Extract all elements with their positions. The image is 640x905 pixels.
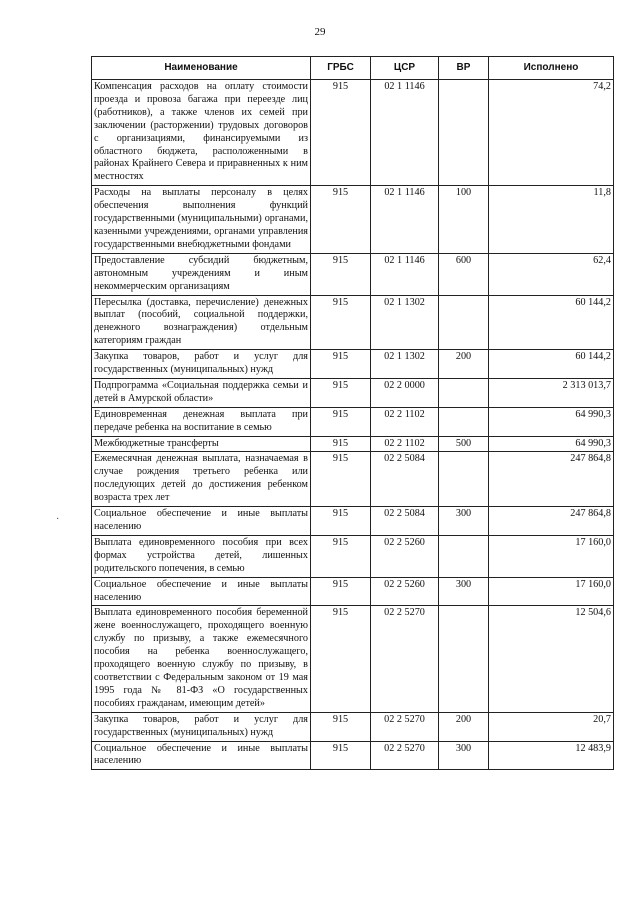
table-row	[92, 606, 614, 712]
cell-csr: 02 2 0000	[371, 378, 439, 407]
table-row	[92, 407, 614, 436]
table-row	[92, 253, 614, 295]
table-row	[92, 712, 614, 741]
cell-vr: 300	[439, 741, 489, 770]
cell-vr: 200	[439, 350, 489, 379]
cell-vr	[439, 80, 489, 186]
cell-name: Выплата единовременного пособия беременной жене военнослужащего, проходящего военную службу по призыву, а также ежемесячного пособия на ребенка военнослужащего, проходящего военную службу по призыву, в соответствии с Федеральным законом от 19 мая 1995 года № 81-ФЗ «О государственных пособиях гражданам, имеющим детей»	[92, 606, 311, 712]
cell-grbs: 915	[311, 186, 371, 254]
cell-csr: 02 1 1302	[371, 350, 439, 379]
header-vr: ВР	[439, 57, 489, 80]
table-row	[92, 378, 614, 407]
cell-amount: 247 864,8	[489, 507, 614, 536]
header-amount: Исполнено	[489, 57, 614, 80]
cell-csr: 02 2 1102	[371, 436, 439, 452]
cell-grbs: 915	[311, 407, 371, 436]
cell-csr: 02 2 5270	[371, 712, 439, 741]
cell-vr: 200	[439, 712, 489, 741]
table-row	[92, 507, 614, 536]
cell-csr: 02 2 5084	[371, 507, 439, 536]
cell-amount: 64 990,3	[489, 407, 614, 436]
cell-vr: 500	[439, 436, 489, 452]
table-row	[92, 535, 614, 577]
cell-vr: 600	[439, 253, 489, 295]
cell-csr: 02 2 5270	[371, 741, 439, 770]
cell-amount: 62,4	[489, 253, 614, 295]
table-row	[92, 80, 614, 186]
cell-name: Социальное обеспечение и иные выплаты населению	[92, 577, 311, 606]
cell-name: Социальное обеспечение и иные выплаты населению	[92, 741, 311, 770]
cell-grbs: 915	[311, 507, 371, 536]
cell-vr: 300	[439, 577, 489, 606]
table-row	[92, 741, 614, 770]
cell-csr: 02 2 5270	[371, 606, 439, 712]
cell-name: Расходы на выплаты персоналу в целях обеспечения выполнения функций государственными (муниципальными) органами, казенными учреждениями, органами управления государственными внебюджетными фондами	[92, 186, 311, 254]
cell-amount: 17 160,0	[489, 535, 614, 577]
cell-csr: 02 2 5260	[371, 535, 439, 577]
budget-table	[91, 56, 614, 770]
cell-grbs: 915	[311, 452, 371, 507]
table-row	[92, 436, 614, 452]
cell-csr: 02 1 1146	[371, 253, 439, 295]
header-grbs: ГРБС	[311, 57, 371, 80]
cell-amount: 247 864,8	[489, 452, 614, 507]
cell-name: Социальное обеспечение и иные выплаты населению	[92, 507, 311, 536]
cell-csr: 02 2 1102	[371, 407, 439, 436]
table-header-row	[92, 57, 614, 80]
cell-amount: 20,7	[489, 712, 614, 741]
cell-vr	[439, 606, 489, 712]
cell-amount: 12 504,6	[489, 606, 614, 712]
cell-amount: 12 483,9	[489, 741, 614, 770]
cell-vr	[439, 295, 489, 350]
cell-grbs: 915	[311, 350, 371, 379]
cell-name: Предоставление субсидий бюджетным, автономным учреждениям и иным некоммерческим организациям	[92, 253, 311, 295]
cell-grbs: 915	[311, 577, 371, 606]
table-row	[92, 577, 614, 606]
cell-name: Закупка товаров, работ и услуг для государственных (муниципальных) нужд	[92, 350, 311, 379]
page-number: 29	[314, 26, 326, 38]
header-csr: ЦСР	[371, 57, 439, 80]
cell-amount: 11,8	[489, 186, 614, 254]
cell-amount: 2 313 013,7	[489, 378, 614, 407]
cell-grbs: 915	[311, 253, 371, 295]
cell-grbs: 915	[311, 741, 371, 770]
cell-amount: 60 144,2	[489, 295, 614, 350]
cell-grbs: 915	[311, 80, 371, 186]
cell-grbs: 915	[311, 436, 371, 452]
cell-name: Ежемесячная денежная выплата, назначаемая в случае рождения третьего ребенка или последующих детей до достижения ребенком возраста трех лет	[92, 452, 311, 507]
cell-name: Компенсация расходов на оплату стоимости проезда и провоза багажа при переезде лиц (работников), а также членов их семей при заключении (расторжении) трудовых договоров с организациями, финансируемыми из областного бюджета, расположенными в районах Крайнего Севера и приравненных к ним местностях	[92, 80, 311, 186]
cell-grbs: 915	[311, 378, 371, 407]
cell-name: Выплата единовременного пособия при всех формах устройства детей, лишенных родительского попечения, в семью	[92, 535, 311, 577]
cell-vr: 100	[439, 186, 489, 254]
cell-name: Пересылка (доставка, перечисление) денежных выплат (пособий, социальной поддержки, денежного вознаграждения) отдельным категориям граждан	[92, 295, 311, 350]
cell-grbs: 915	[311, 606, 371, 712]
table-row	[92, 452, 614, 507]
cell-csr: 02 1 1146	[371, 186, 439, 254]
cell-csr: 02 2 5084	[371, 452, 439, 507]
cell-amount: 17 160,0	[489, 577, 614, 606]
cell-grbs: 915	[311, 712, 371, 741]
cell-grbs: 915	[311, 535, 371, 577]
cell-csr: 02 1 1302	[371, 295, 439, 350]
margin-dot: ·	[56, 514, 60, 525]
table-row	[92, 350, 614, 379]
cell-vr	[439, 378, 489, 407]
cell-vr	[439, 452, 489, 507]
header-name: Наименование	[92, 57, 311, 80]
cell-name: Межбюджетные трансферты	[92, 436, 311, 452]
table-row	[92, 295, 614, 350]
cell-csr: 02 2 5260	[371, 577, 439, 606]
cell-amount: 64 990,3	[489, 436, 614, 452]
cell-amount: 60 144,2	[489, 350, 614, 379]
cell-vr: 300	[439, 507, 489, 536]
cell-vr	[439, 535, 489, 577]
cell-name: Единовременная денежная выплата при передаче ребенка на воспитание в семью	[92, 407, 311, 436]
cell-amount: 74,2	[489, 80, 614, 186]
cell-grbs: 915	[311, 295, 371, 350]
cell-name: Подпрограмма «Социальная поддержка семьи и детей в Амурской области»	[92, 378, 311, 407]
cell-name: Закупка товаров, работ и услуг для государственных (муниципальных) нужд	[92, 712, 311, 741]
cell-vr	[439, 407, 489, 436]
table-row	[92, 186, 614, 254]
cell-csr: 02 1 1146	[371, 80, 439, 186]
